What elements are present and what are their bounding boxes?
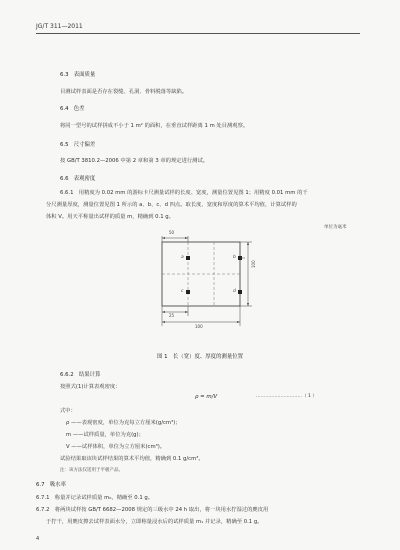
section-6-6-2-heading	[60, 370, 100, 378]
dim-bottom: 100	[195, 324, 203, 329]
section-title: 结果计算	[78, 372, 101, 378]
section-number: 6.4	[60, 106, 69, 112]
calc-intro: 按照式(1)计算表观密度：	[60, 384, 121, 390]
section-title: 色差	[73, 106, 85, 112]
result-rule: 试验结果取该块试样结果的算术平均值，精确到 0.1 g/cm³。	[60, 456, 204, 462]
section-6-5-text: 按 GB/T 3810.2—2006 中第 2 章和第 3 章的规定进行测试。	[60, 158, 209, 164]
formula-density: ρ = m/V	[195, 394, 218, 400]
section-number: 6.5	[60, 142, 69, 148]
dim-top-left: 50	[169, 230, 175, 235]
dim-left-lower: 25	[169, 313, 175, 318]
section-title: 尺寸偏差	[73, 142, 96, 148]
para-6-6-1-line1: 6.6.1 用精度为 0.02 mm 的游标卡尺测量试样的长度、宽度，测量位置见图 1；用精度 0.01 mm 的千	[60, 190, 308, 196]
para-6-7-2-line2: 于拧干，用麂皮擦去试样表面水分，立即称量浸水后的试样质量 m₁ 并记录，精确至 0.1 g。	[46, 519, 263, 525]
formula-number: …………………………（ 1 ）	[256, 394, 317, 399]
para-6-6-1-line3: 体积 V。用天平称量出试样的质量 m，精确到 0.1 g。	[46, 214, 174, 220]
section-number: 6.6.2	[60, 372, 74, 378]
unit-note: 单位为毫米	[324, 225, 347, 230]
note: 注：该方法仅适用于平板产品。	[60, 468, 123, 473]
measure-point-a	[186, 256, 190, 260]
measure-point-c	[186, 290, 190, 294]
para-6-7-2-line1: 6.7.2 将两块试样按 GB/T 6682—2008 规定的三级水中 24 h 取出，将一块用水拧湿过的麂皮用	[36, 507, 269, 513]
label-b: b	[233, 255, 236, 260]
dim-right: 100	[251, 260, 256, 268]
def-v: V ——试样体积，单位为立方厘米(cm³)。	[66, 444, 166, 450]
def-rho: ρ ——表观密度，单位为克每立方厘米(g/cm³)；	[66, 420, 181, 426]
def-m: m ——试样质量，单位为克(g)；	[66, 432, 144, 438]
section-title: 吸水率	[49, 482, 66, 488]
label-c: c	[181, 289, 184, 294]
section-number: 6.7	[36, 482, 45, 488]
figure-caption: 图 1 长（宽）度、厚度的测量位置	[156, 354, 243, 360]
measure-point-d	[238, 290, 242, 294]
section-6-7-heading	[36, 480, 66, 488]
section-title: 表面质量	[73, 72, 96, 78]
section-number: 6.3	[60, 72, 69, 78]
page-number: 4	[36, 536, 40, 542]
section-6-3-text: 目测试样表面是否存在裂缝、孔洞、骨料脱落等缺陷。	[60, 89, 188, 95]
standard-number: JG/T 311—2011	[36, 23, 83, 30]
label-d: d	[233, 289, 236, 294]
para-6-6-1-line2: 分尺测量厚度，测量位置见图 1 所示的 a、b、c、d 四点。取长度、宽度和厚度的算术平均值，计算试样的	[46, 202, 297, 208]
where-label: 式中：	[60, 408, 76, 414]
section-number: 6.6	[60, 176, 69, 182]
section-title: 表观密度	[73, 176, 96, 182]
section-6-4-text: 将同一型号的试样拼成不小于 1 m² 的面积，在垂直试样距离 1 m 处目测观察。	[60, 123, 249, 129]
para-6-7-1: 6.7.1 称量并记录试样质量 m₀，精确至 0.1 g。	[36, 495, 154, 501]
label-a: a	[181, 255, 184, 260]
